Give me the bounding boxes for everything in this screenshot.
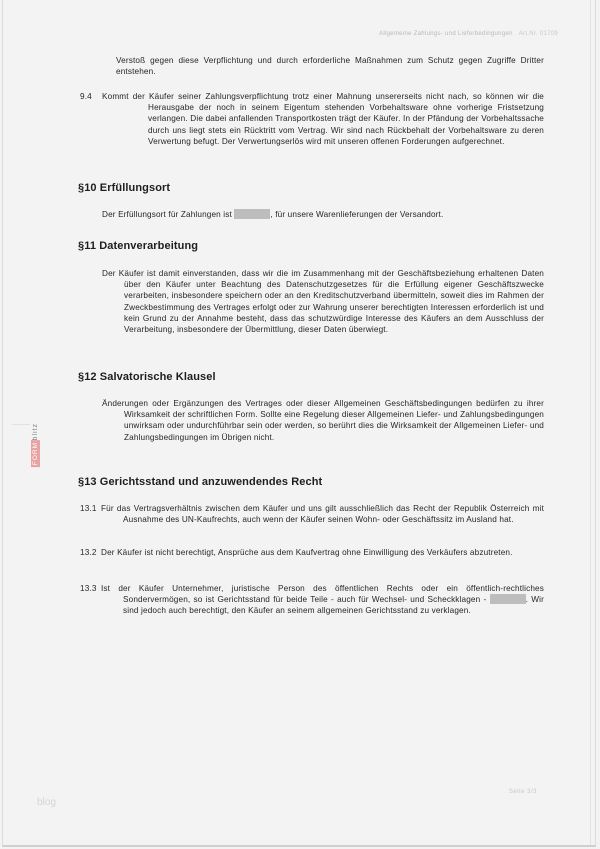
heading-section-13: §13 Gerichtsstand und anzuwendendes Recht xyxy=(78,476,323,488)
side-divider xyxy=(12,424,30,425)
s10-text-before: Der Erfüllungsort für Zahlungen ist xyxy=(102,210,232,219)
clause-13-2-text: Der Käufer ist nicht berechtigt, Ansprüche aus dem Kaufvertrag ohne Einwilligung des Verkäufers abzutreten. xyxy=(101,548,513,557)
clause-13-2 xyxy=(80,547,544,558)
header-title: Allgemeine Zahlungs- und Lieferbedingungen xyxy=(379,31,513,37)
s10-text-after: , für unsere Warenlieferungen der Versandort. xyxy=(270,210,444,219)
paragraph-section-10 xyxy=(102,209,542,220)
paragraph-9-3-continuation: Verstoß gegen diese Verpflichtung und durch erforderliche Maßnahmen zum Schutz gegen Zugriffe Dritter entstehen. xyxy=(116,56,544,77)
watermark-text: blitz xyxy=(31,423,39,441)
clause-number: 13.3 xyxy=(80,584,97,593)
blog-watermark: blog xyxy=(37,797,56,808)
paragraph-section-12: Änderungen oder Ergänzungen des Vertrages oder dieser Allgemeinen Geschäftsbedingungen bedürfen zu ihrer Wirksamkeit der schriftlichen Form. Sollte eine Regelung dieser Allgemeinen Liefer- und Zahlungsbedingungen unwirksam oder undurchführbar sein oder werden, so berührt dies die Wirksamkeit der Allgemeinen Liefer- und Zahlungsbedingungen im Übrigen nicht. xyxy=(102,399,544,442)
clause-9-4-text: Kommt der Käufer seiner Zahlungsverpflichtung trotz einer Mahnung unsererseits nicht nach, so können wir die Herausgabe der noch in seinem Eigentum stehenden Vorbehaltsware ohne vorherige Fristsetzung verlangen. Die dabei anfallenden Transportkosten trägt der Käufer. In der Pfändung der Vorbehaltssache durch uns liegt stets ein Rücktritt vom Vertrag. Wir sind nach Rückbehalt der Vorbehaltsware zu deren Verwertung befugt. Der Verwertungserlös wird mit unseren offenen Forderungen aufgerechnet. xyxy=(102,92,544,146)
page-number: Seite 3/3 xyxy=(508,789,537,795)
redacted-placeholder xyxy=(490,594,526,604)
side-watermark xyxy=(30,423,40,468)
paragraph-section-11: Der Käufer ist damit einverstanden, dass wir die im Zusammenhang mit der Geschäftsbeziehung erhaltenen Daten über den Käufer unter Beachtung des Datenschutzgesetzes für die Erfüllung eigener Geschäftszwecke verarbeiten, insbesondere speichern oder an den Kreditschutzverband übermitteln, soweit dies im Rahmen der Zweckbestimmung des Vertrages erfolgt oder zur Wahrung unserer berechtigten Interessen erforderlich ist und kein Grund zu der Annahme besteht, dass das schutzwürdige Interesse des Käufers an dem Ausschluss der Verarbeitung, insbesondere der Übermittlung, dieser Daten überwiegt. xyxy=(102,269,544,335)
header-article-number: Art.Nr. 01709 xyxy=(518,31,558,37)
heading-section-10: §10 Erfüllungsort xyxy=(78,182,171,194)
clause-13-1-text: Für das Vertragsverhältnis zwischen dem Käufer und uns gilt ausschließlich das Recht der Republik Österreich mit Ausnahme des UN-Kaufrechts, auch wenn der Käufer seinen Wohn- oder Geschäftssitz im Ausland hat. xyxy=(101,504,544,525)
clause-text xyxy=(102,91,544,147)
clause-13-1 xyxy=(80,503,544,525)
clause-number: 13.2 xyxy=(80,548,97,557)
redacted-placeholder xyxy=(234,209,270,219)
clause-13-3-text-before: Ist der Käufer Unternehmer, juristische Person des öffentlichen Rechts oder ein öffentlich-rechtliches Sondervermögen, so ist Gerichtsstand für beide Teile - auch für Wechsel- und Scheckklagen - xyxy=(101,584,544,605)
clause-number: 13.1 xyxy=(80,504,97,513)
heading-section-12: §12 Salvatorische Klausel xyxy=(78,371,216,383)
clause-13-3 xyxy=(80,583,544,617)
heading-section-11: §11 Datenverarbeitung xyxy=(78,240,199,252)
clause-13-3-text-after: . Wir sind jedoch auch berechtigt, den Käufer an seinem allgemeinen Gerichtsstand zu verklagen. xyxy=(123,595,544,616)
clause-number: 9.4 xyxy=(80,92,92,101)
watermark-brand-badge: FORM xyxy=(31,442,39,466)
clause-9-4 xyxy=(80,91,544,161)
document-header xyxy=(379,31,558,37)
